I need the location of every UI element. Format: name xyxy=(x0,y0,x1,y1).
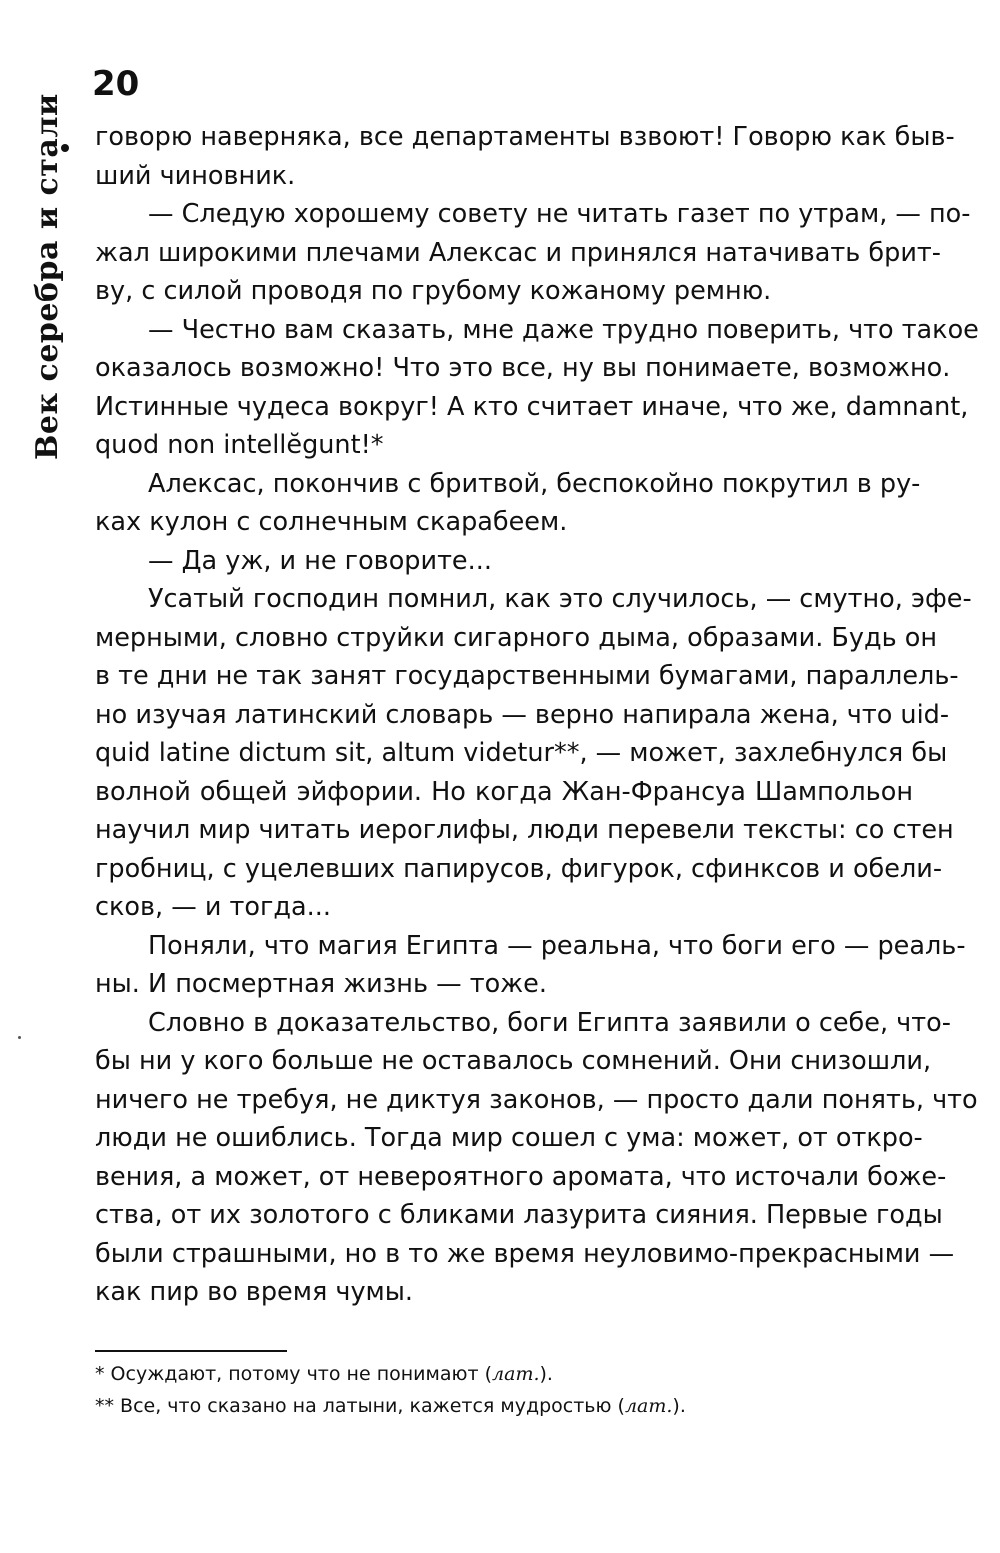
footnote-lang: лат. xyxy=(492,1363,540,1385)
body-text xyxy=(95,118,979,1312)
text-line: люди не ошиблись. Тогда мир сошел с ума: может, от откро- xyxy=(95,1123,923,1153)
text-line: ший чиновник. xyxy=(95,160,296,191)
page-number: 20 xyxy=(92,64,140,104)
text-line: Алексас, покончив с бритвой, беспокойно покрутил в ру- xyxy=(148,468,921,499)
text-line: Усатый господин помнил, как это случилось, — смутно, эфе- xyxy=(148,584,972,614)
text-line: говорю наверняка, все департаменты взвоют! Говорю как быв- xyxy=(95,122,955,152)
text-line: но изучая латинский словарь — верно напирала жена, что uid- xyxy=(95,699,950,730)
footnote-2 xyxy=(95,1390,915,1422)
text-line: волной общей эйфории. Но когда Жан-Франсуа Шампольон xyxy=(95,776,913,807)
text-line: ничего не требуя, не диктуя законов, — просто дали понять, что xyxy=(95,1084,978,1115)
text-line: quid latine dictum sit, altum videtur**, — может, захлебнулся бы xyxy=(95,738,948,768)
footnote-text: Все, что сказано на латыни, кажется мудростью ( xyxy=(120,1395,625,1417)
text-line: quod non intellĕgunt!* xyxy=(95,430,384,460)
text-line: ства, от их золотого с бликами лазурита сияния. Первые годы xyxy=(95,1200,943,1230)
text-line: как пир во время чумы. xyxy=(95,1277,414,1307)
footnote-marker: * xyxy=(95,1363,105,1385)
text-line: Поняли, что магия Египта — реальна, что боги его — реаль- xyxy=(148,930,966,961)
text-line: ках кулон с солнечным скарабеем. xyxy=(95,507,568,537)
print-speck xyxy=(18,1036,21,1039)
footnote-1 xyxy=(95,1358,915,1390)
text-line: — Следую хорошему совету не читать газет по утрам, — по- xyxy=(148,199,971,229)
text-line: — Да уж, и не говорите... xyxy=(148,545,492,576)
footnote-lang: лат. xyxy=(624,1395,673,1417)
text-line: вения, а может, от невероятного аромата, что источали боже- xyxy=(95,1161,947,1192)
footnote-text: Осуждают, потому что не понимают ( xyxy=(110,1363,493,1385)
text-line: мерными, словно струйки сигарного дыма, образами. Будь он xyxy=(95,622,938,653)
text-line: — Честно вам сказать, мне даже трудно поверить, что такое xyxy=(148,314,979,345)
footnotes xyxy=(95,1358,915,1422)
running-head-title: Век серебра и стали xyxy=(30,93,65,460)
footnote-close: ). xyxy=(672,1395,686,1417)
text-line: гробниц, с уцелевших папирусов, фигурок, сфинксов и обели- xyxy=(95,853,943,884)
footnote-divider xyxy=(95,1350,287,1352)
footnote-marker: ** xyxy=(95,1395,114,1417)
text-line: ны. И посмертная жизнь — тоже. xyxy=(95,969,547,999)
text-line: сков, — и тогда... xyxy=(95,892,331,922)
text-line: Истинные чудеса вокруг! А кто считает иначе, что же, damnant, xyxy=(95,391,969,422)
text-line: научил мир читать иероглифы, люди перевели тексты: со стен xyxy=(95,815,954,845)
text-line: Словно в доказательство, боги Египта заявили о себе, что- xyxy=(148,1007,951,1038)
footnote-close: ). xyxy=(539,1363,553,1385)
text-line: в те дни не так занят государственными бумагами, параллель- xyxy=(95,661,959,691)
text-line: ву, с силой проводя по грубому кожаному ремню. xyxy=(95,276,772,306)
text-line: были страшными, но в то же время неуловимо-прекрасными — xyxy=(95,1238,955,1269)
text-line: жал широкими плечами Алексас и принялся натачивать брит- xyxy=(95,237,941,268)
text-line: оказалось возможно! Что это все, ну вы понимаете, возможно. xyxy=(95,353,951,383)
text-line: бы ни у кого больше не оставалось сомнений. Они снизошли, xyxy=(95,1046,932,1076)
